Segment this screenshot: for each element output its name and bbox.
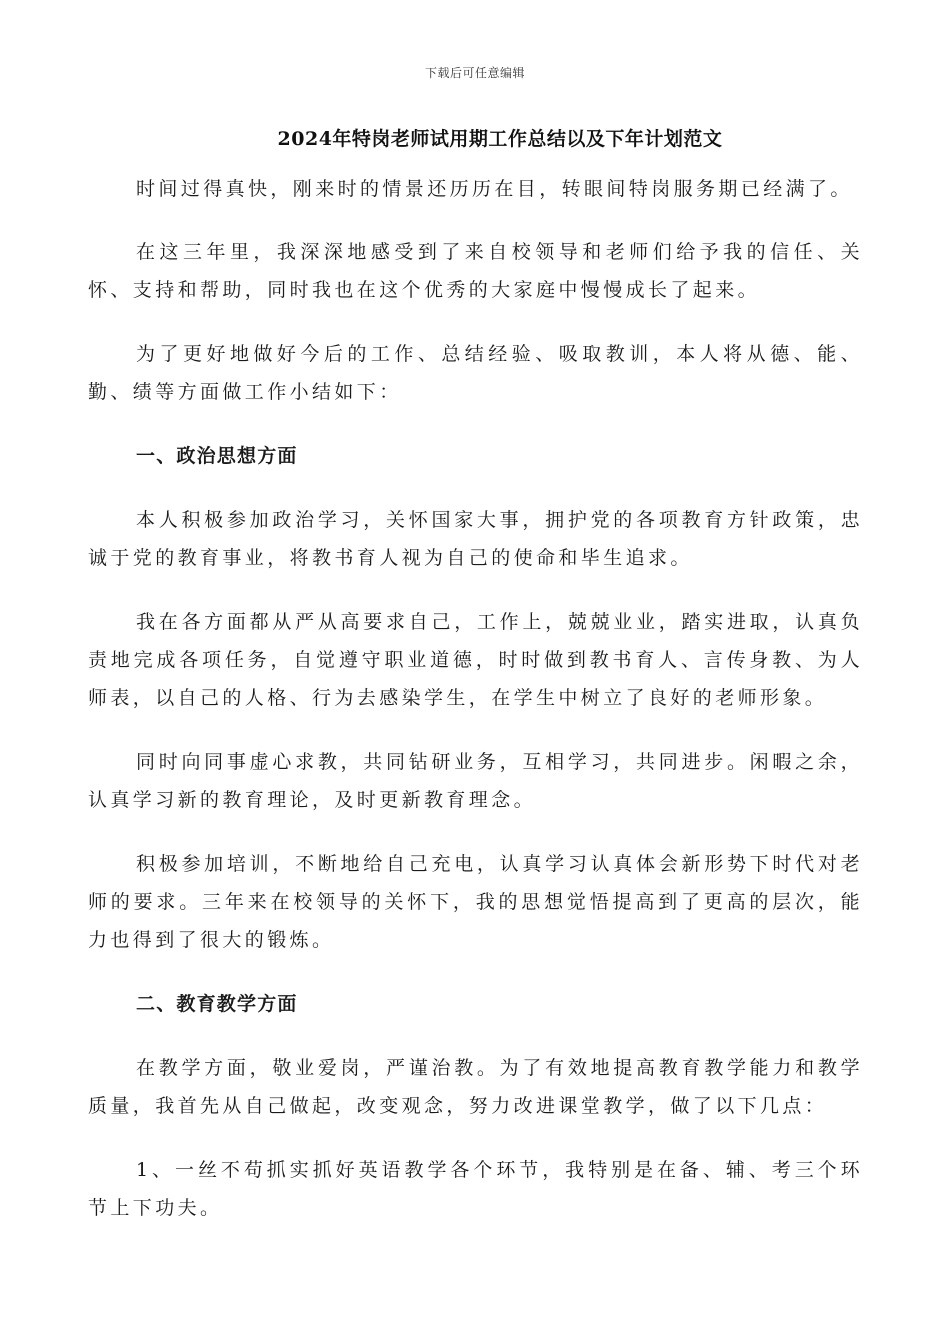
paragraph: 为了更好地做好今后的工作、总结经验、吸取教训，本人将从德、能、勤、绩等方面做工作小结如下： bbox=[88, 343, 863, 403]
section-heading-teaching: 二、教育教学方面 bbox=[136, 993, 298, 1015]
paragraph: 同时向同事虚心求教，共同钻研业务，互相学习，共同进步。闲暇之余，认真学习新的教育理论，及时更新教育理念。 bbox=[88, 751, 863, 811]
document-title: 2024年特岗老师试用期工作总结以及下年计划范文 bbox=[277, 128, 723, 150]
paragraph: 我在各方面都从严从高要求自己，工作上，兢兢业业，踏实进取，认真负责地完成各项任务，自觉遵守职业道德，时时做到教书育人、言传身教、为人师表，以自己的人格、行为去感染学生，在学生中树立了良好的老师形象。 bbox=[88, 611, 863, 709]
paragraph: 积极参加培训，不断地给自己充电，认真学习认真体会新形势下时代对老师的要求。三年来在校领导的关怀下，我的思想觉悟提高到了更高的层次，能力也得到了很大的锻炼。 bbox=[88, 853, 863, 951]
paragraph: 1、一丝不苟抓实抓好英语教学各个环节，我特别是在备、辅、考三个环节上下功夫。 bbox=[88, 1159, 863, 1219]
paragraph: 时间过得真快，刚来时的情景还历历在目，转眼间特岗服务期已经满了。 bbox=[136, 178, 853, 200]
section-heading-politics: 一、政治思想方面 bbox=[136, 445, 298, 467]
paragraph: 本人积极参加政治学习，关怀国家大事，拥护党的各项教育方针政策，忠诚于党的教育事业，将教书育人视为自己的使命和毕生追求。 bbox=[88, 509, 863, 569]
document-body bbox=[88, 170, 863, 1227]
header-note: 下载后可任意编辑 bbox=[424, 66, 525, 80]
paragraph: 在教学方面，敬业爱岗，严谨治教。为了有效地提高教育教学能力和教学质量，我首先从自己做起，改变观念，努力改进课堂教学，做了以下几点： bbox=[88, 1057, 863, 1117]
paragraph: 在这三年里，我深深地感受到了来自校领导和老师们给予我的信任、关怀、支持和帮助，同时我也在这个优秀的大家庭中慢慢成长了起来。 bbox=[88, 241, 863, 301]
